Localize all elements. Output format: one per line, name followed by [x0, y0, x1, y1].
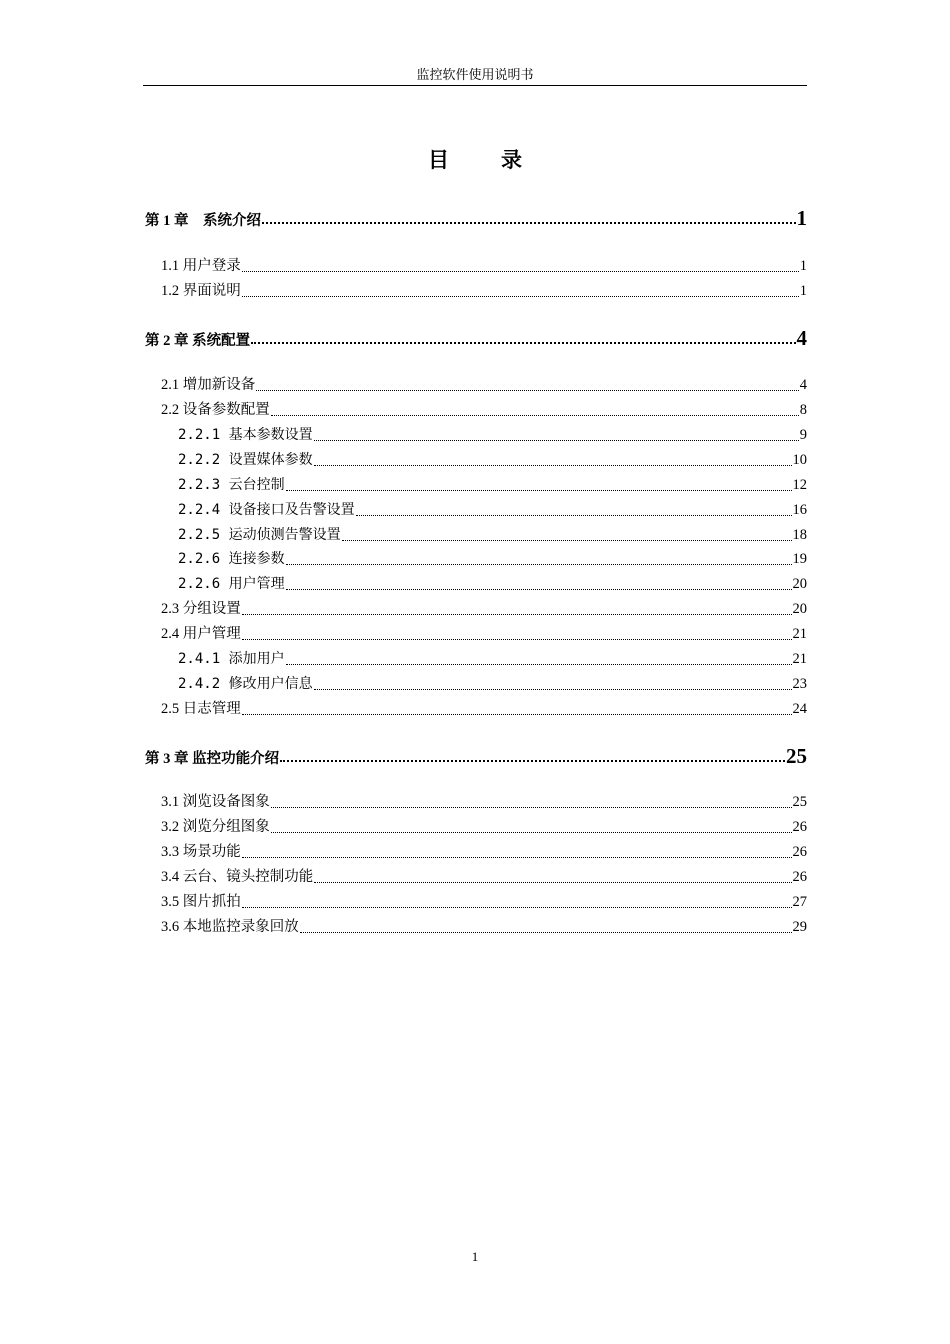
toc-entry-page: 21 [792, 626, 807, 642]
toc-entry-2-2-5[interactable] [178, 525, 807, 545]
toc-entry-label: 2.2.3 云台控制 [178, 477, 285, 493]
toc-entry-label: 3.3 场景功能 [161, 844, 241, 860]
toc-entry-page: 23 [792, 676, 807, 692]
header-rule [143, 85, 807, 86]
toc-entry-2-2-2[interactable] [178, 450, 807, 470]
toc-entry-2-4[interactable] [161, 624, 807, 644]
toc-entry-label: 2.2.6 连接参数 [178, 551, 285, 567]
toc-entry-page: 12 [792, 477, 807, 493]
dot-leader [314, 465, 792, 466]
dot-leader [314, 689, 792, 690]
dot-leader [300, 932, 792, 933]
toc-entry-page: 1 [799, 258, 807, 274]
toc-entry-label: 3.6 本地监控录象回放 [161, 919, 299, 935]
toc-entry-page: 25 [792, 794, 807, 810]
toc-entry-page: 26 [792, 819, 807, 835]
toc-entry-label: 3.4 云台、镜头控制功能 [161, 869, 314, 885]
toc-entry-label: 2.4.1 添加用户 [178, 651, 285, 667]
dot-leader [342, 540, 792, 541]
dot-leader [242, 614, 792, 615]
toc-entry-page: 26 [792, 844, 807, 860]
dot-leader [242, 907, 792, 908]
toc-entry-label: 1.2 界面说明 [161, 283, 241, 299]
toc-entry-label: 2.5 日志管理 [161, 701, 241, 717]
dot-leader [242, 857, 792, 858]
toc-entry-page: 27 [792, 894, 807, 910]
toc-title-left: 目 [428, 148, 449, 172]
toc-entry-label: 2.2.5 运动侦测告警设置 [178, 527, 341, 543]
toc-entry-3-6[interactable] [161, 917, 807, 937]
toc-entry-2-1[interactable] [161, 375, 807, 395]
dot-leader [251, 342, 795, 344]
toc-entry-label: 第 3 章 监控功能介绍 [145, 751, 280, 767]
toc-entry-1-1[interactable] [161, 256, 807, 276]
toc-entry-2-2-4[interactable] [178, 500, 807, 520]
toc-entry-page: 29 [792, 919, 807, 935]
dot-leader [314, 440, 799, 441]
toc-entry-label: 3.2 浏览分组图象 [161, 819, 270, 835]
running-header: 监控软件使用说明书 [416, 67, 534, 82]
toc-entry-2-4-1[interactable] [178, 649, 807, 669]
toc-entry-label: 2.4 用户管理 [161, 626, 241, 642]
toc-entry-label: 2.4.2 修改用户信息 [178, 676, 313, 692]
toc-title-right: 录 [501, 148, 522, 172]
toc-entry-page: 1 [799, 283, 807, 299]
toc-entry-label: 1.1 用户登录 [161, 258, 241, 274]
dot-leader [286, 589, 792, 590]
toc-chapter-2[interactable] [145, 328, 807, 348]
dot-leader [286, 564, 792, 565]
dot-leader [242, 639, 792, 640]
dot-leader [242, 296, 799, 297]
toc-entry-label: 2.1 增加新设备 [161, 377, 256, 393]
toc-chapter-3[interactable] [145, 746, 807, 766]
dot-leader [280, 760, 785, 762]
dot-leader [256, 390, 799, 391]
dot-leader [356, 515, 792, 516]
toc-entry-2-2-6b[interactable] [178, 574, 807, 594]
toc-entry-2-2-6[interactable] [178, 549, 807, 569]
toc-entry-label: 3.1 浏览设备图象 [161, 794, 270, 810]
toc-entry-page: 20 [792, 576, 807, 592]
toc-entry-page: 24 [792, 701, 807, 717]
toc-entry-page: 10 [792, 452, 807, 468]
toc-entry-label: 2.2.6 用户管理 [178, 576, 285, 592]
toc-entry-label: 2.2.2 设置媒体参数 [178, 452, 313, 468]
toc-entry-page: 1 [796, 206, 807, 230]
toc-entry-page: 25 [786, 744, 807, 768]
page-number: 1 [471, 1249, 479, 1264]
dot-leader [271, 415, 799, 416]
dot-leader [262, 222, 796, 224]
toc-entry-2-2[interactable] [161, 400, 807, 420]
toc-entry-3-5[interactable] [161, 892, 807, 912]
dot-leader [286, 664, 792, 665]
toc-entry-page: 9 [799, 427, 807, 443]
toc-entry-page: 26 [792, 869, 807, 885]
toc-entry-page: 16 [792, 502, 807, 518]
dot-leader [242, 271, 799, 272]
dot-leader [314, 882, 791, 883]
dot-leader [271, 832, 792, 833]
toc-entry-label: 2.3 分组设置 [161, 601, 241, 617]
toc-entry-page: 18 [792, 527, 807, 543]
toc-entry-label: 2.2.4 设备接口及告警设置 [178, 502, 355, 518]
toc-entry-1-2[interactable] [161, 281, 807, 301]
toc-entry-page: 4 [799, 377, 807, 393]
toc-entry-label: 第 2 章 系统配置 [145, 333, 251, 349]
toc-entry-3-2[interactable] [161, 817, 807, 837]
toc-entry-label: 2.2 设备参数配置 [161, 402, 270, 418]
toc-entry-3-1[interactable] [161, 792, 807, 812]
toc-entry-page: 20 [792, 601, 807, 617]
toc-entry-3-3[interactable] [161, 842, 807, 862]
dot-leader [271, 807, 792, 808]
toc-chapter-1[interactable] [145, 208, 807, 228]
toc-entry-page: 4 [796, 326, 807, 350]
toc-entry-2-5[interactable] [161, 699, 807, 719]
toc-entry-page: 21 [792, 651, 807, 667]
toc-entry-2-2-3[interactable] [178, 475, 807, 495]
toc-title [143, 146, 807, 174]
toc-entry-2-2-1[interactable] [178, 425, 807, 445]
toc-entry-label: 第 1 章 系统介绍 [145, 213, 261, 229]
toc-entry-label: 3.5 图片抓拍 [161, 894, 241, 910]
dot-leader [242, 714, 792, 715]
dot-leader [286, 490, 792, 491]
toc-entry-page: 19 [792, 551, 807, 567]
toc-entry-2-4-2[interactable] [178, 674, 807, 694]
toc-entry-2-3[interactable] [161, 599, 807, 619]
toc-entry-3-4[interactable] [161, 867, 807, 887]
toc-entry-page: 8 [799, 402, 807, 418]
toc-entry-label: 2.2.1 基本参数设置 [178, 427, 313, 443]
